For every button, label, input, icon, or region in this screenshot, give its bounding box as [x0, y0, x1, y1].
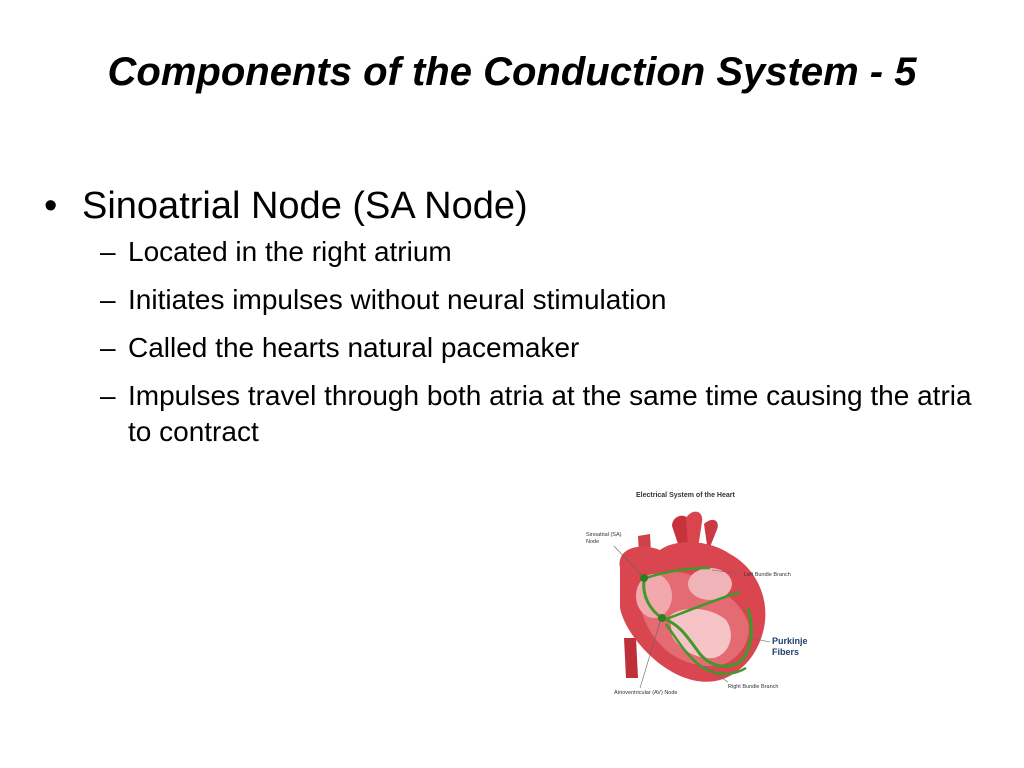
label-right-bundle-branch: Right Bundle Branch	[728, 684, 779, 690]
bullet-marker: •	[44, 185, 58, 227]
label-av-node: Atrioventricular (AV) Node	[614, 690, 678, 696]
label-left-bundle-branch: Left Bundle Branch	[744, 572, 791, 578]
figure-title: Electrical System of the Heart	[636, 492, 735, 499]
sub-marker: –	[100, 332, 116, 363]
label-sa-node: Sinoatrial (SA) Node	[586, 532, 622, 545]
sub-text: Located in the right atrium	[128, 236, 452, 267]
sub-text: Called the hearts natural pacemaker	[128, 332, 580, 363]
slide-body	[44, 182, 984, 462]
label-purkinje-fibers: Purkinje Fibers	[772, 636, 808, 657]
sub-text: Initiates impulses without neural stimulation	[128, 284, 667, 315]
sub-marker: –	[100, 284, 116, 315]
heart-diagram	[580, 488, 820, 700]
sub-item	[100, 330, 984, 366]
sub-marker: –	[100, 380, 116, 411]
bullet-text: Sinoatrial Node (SA Node)	[82, 185, 528, 227]
heart-illustration	[580, 488, 820, 700]
bullet-item	[44, 182, 984, 230]
sub-marker: –	[100, 236, 116, 267]
sub-item	[100, 282, 984, 318]
slide-title: Components of the Conduction System - 5	[107, 50, 917, 94]
sub-item	[100, 234, 984, 270]
sub-item	[100, 378, 984, 450]
sub-text: Impulses travel through both atria at the same time causing the atria to contract	[128, 380, 972, 447]
